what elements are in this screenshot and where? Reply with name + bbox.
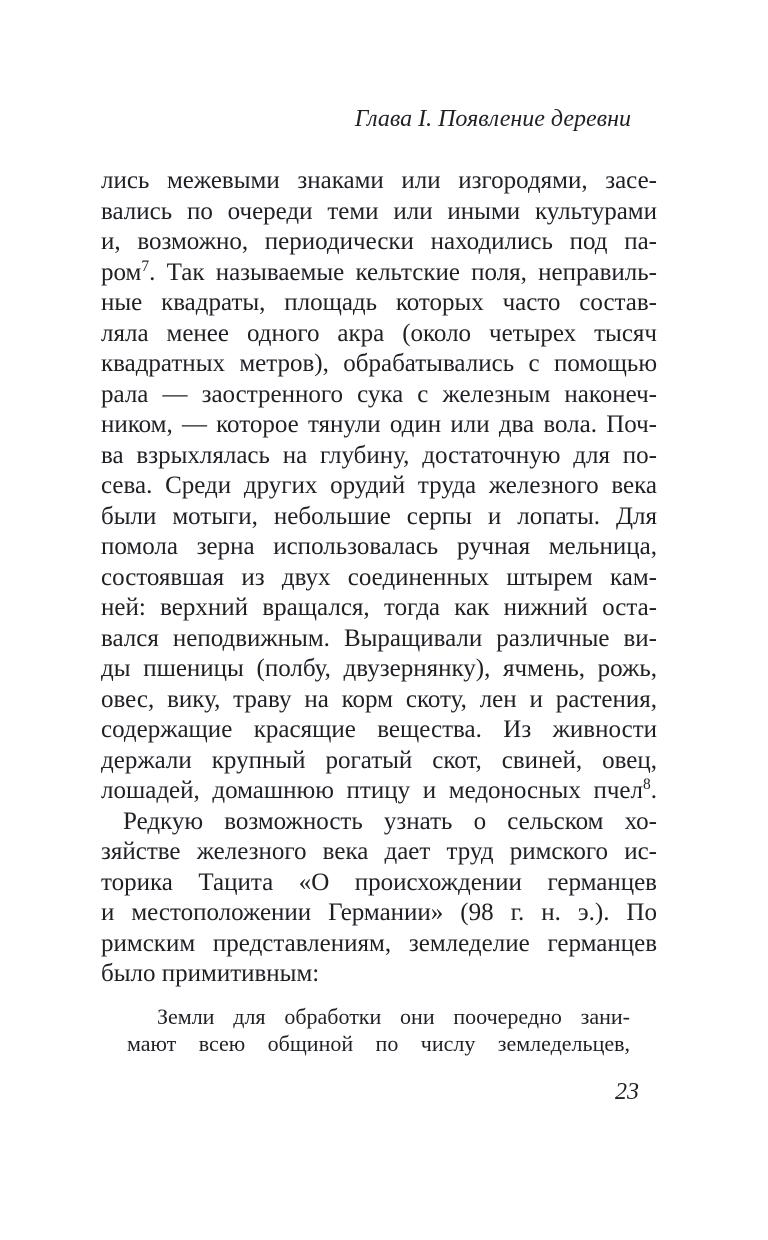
block-quote xyxy=(127,1003,630,1058)
text-line: Редкую возможность узнать о сельском хо- xyxy=(123,807,657,835)
text-line: овес, вику, траву на корм скоту, лен и растения, xyxy=(101,685,657,713)
text-line: сева. Среди других орудий труда железного века xyxy=(101,472,657,499)
footnote-ref: 8 xyxy=(643,776,651,794)
text-line: было примитивным: xyxy=(101,960,320,987)
text-line: ляла менее одного акра (около четырех тысяч xyxy=(101,319,657,347)
text-line: держали крупный рогатый скот, свиней, овец, xyxy=(101,746,657,774)
text-line: Земли для обработки они поочередно зани- xyxy=(157,1003,630,1029)
running-head: Глава I. Появление деревни xyxy=(354,106,631,132)
text-line: рала — заостренного сука с железным наконеч- xyxy=(101,380,657,408)
text-line: ней: верхний вращался, тогда как нижний оста- xyxy=(101,594,657,621)
text-line: мают всею общиной по числу земледельцев, xyxy=(127,1031,630,1056)
text-line: квадратных метров), обрабатывались с помощью xyxy=(101,350,657,377)
text-line: ды пшеницы (полбу, двузернянку), ячмень, рожь, xyxy=(101,655,657,682)
text-line: вался неподвижным. Выращивали различные ви- xyxy=(101,624,657,652)
footnote-ref: 7 xyxy=(141,257,150,275)
text-line: содержащие красящие вещества. Из живности xyxy=(101,716,657,743)
text-line: ные квадраты, площадь которых часто состав- xyxy=(101,289,657,316)
text-line: и, возможно, периодически находились под па- xyxy=(101,228,657,255)
text-line: зяйстве железного века дает труд римского ис- xyxy=(101,838,657,865)
text-block xyxy=(101,166,657,1058)
text-line: ником, — которое тянули один или два вола. Поч- xyxy=(101,411,657,438)
text-line: помола зерна использовалась ручная мельница, xyxy=(101,533,657,560)
text-line: состоявшая из двух соединенных штырем кам- xyxy=(101,563,657,591)
text-line: торика Тацита «О происхождении германцев xyxy=(101,868,657,896)
paragraph xyxy=(101,807,657,990)
text-line: лись межевыми знаками или изгородями, засе- xyxy=(101,167,657,194)
page-number: 23 xyxy=(615,1079,639,1105)
text-line: ва взрыхлялась на глубину, достаточную для по- xyxy=(101,441,657,469)
text-line: ром$^7$. Так называемые кельтские поля, неправиль- xyxy=(101,257,657,286)
text-line: и местоположении Германии» (98 г. н. э.). По xyxy=(101,899,657,926)
text-line: лошадей, домашнюю птицу и медоносных пчел$^8$. xyxy=(101,776,657,804)
text-line: были мотыги, небольшие серпы и лопаты. Для xyxy=(101,502,657,530)
text-line: вались по очереди теми или иными культурами xyxy=(101,197,657,225)
paragraph xyxy=(101,166,657,807)
text-line: римским представлениям, земледелие германцев xyxy=(101,929,657,957)
